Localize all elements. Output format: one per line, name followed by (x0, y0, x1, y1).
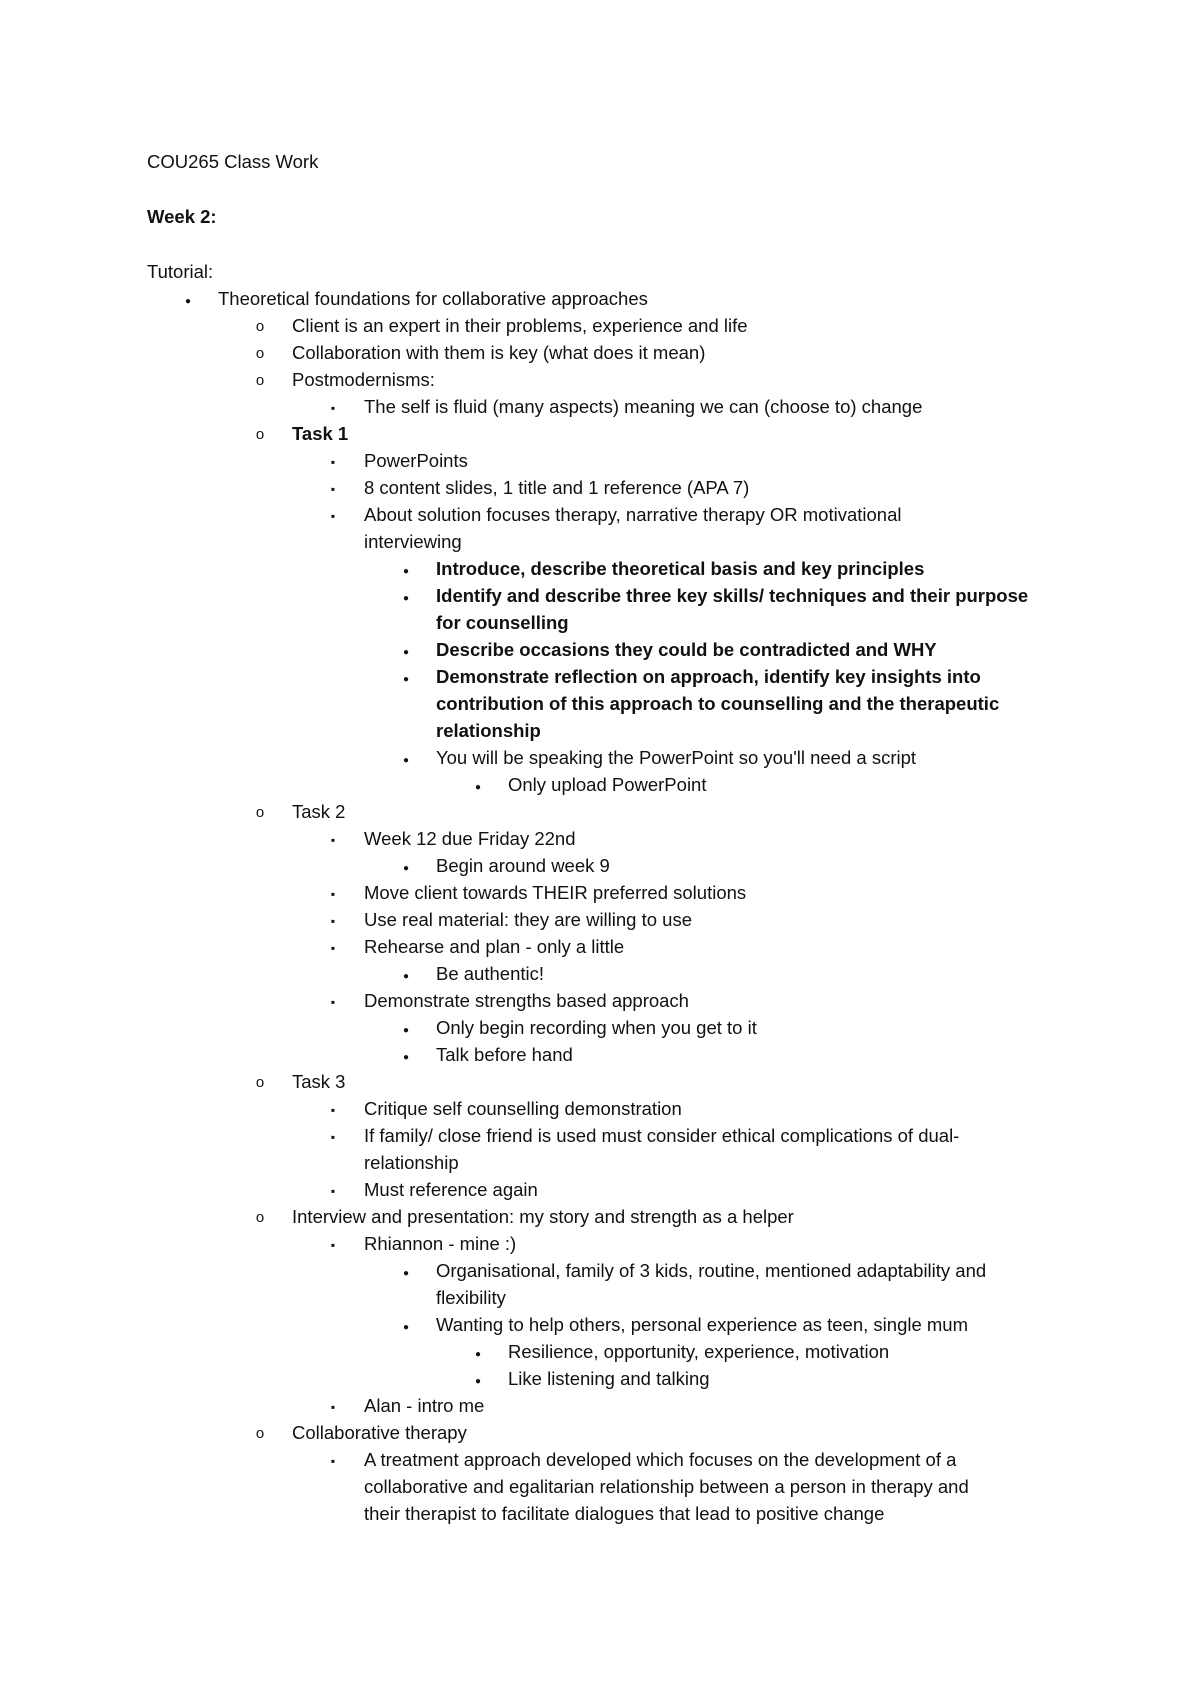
bullet-disc-icon (398, 852, 414, 882)
bullet-square-icon (325, 1230, 341, 1259)
list-item: Move client towards THEIR preferred solutions (364, 882, 747, 903)
list-item: Theoretical foundations for collaborative approaches (218, 288, 648, 309)
list-item: Describe occasions they could be contradicted and WHY (436, 639, 937, 660)
list-item: Task 3 (292, 1071, 346, 1092)
list-item: Only upload PowerPoint (508, 774, 707, 795)
list-item: Wanting to help others, personal experience as teen, single mum (436, 1314, 969, 1335)
bullet-square-icon (325, 933, 341, 962)
list-item: PowerPoints (364, 450, 468, 471)
bullet-circle-icon (252, 1203, 268, 1231)
list-item: Rehearse and plan - only a little (364, 936, 625, 957)
list-item: You will be speaking the PowerPoint so you'll need a script (436, 747, 917, 768)
list-item: 8 content slides, 1 title and 1 reference (APA 7) (364, 477, 750, 498)
bullet-square-icon (325, 1095, 341, 1124)
list-item: Organisational, family of 3 kids, routine, mentioned adaptability and (436, 1260, 987, 1281)
bullet-disc-icon (398, 582, 414, 612)
bullet-square-icon (325, 474, 341, 503)
bullet-disc-icon (398, 1257, 414, 1287)
bullet-disc-icon (398, 744, 414, 774)
bullet-square-icon (325, 393, 341, 422)
bullet-disc-icon (398, 663, 414, 693)
list-item: Identify and describe three key skills/ techniques and their purpose (436, 585, 1029, 606)
list-item: Talk before hand (436, 1044, 573, 1065)
list-item: Postmodernisms: (292, 369, 435, 390)
list-item: Critique self counselling demonstration (364, 1098, 682, 1119)
list-item: Rhiannon - mine :) (364, 1233, 517, 1254)
bullet-square-icon (325, 906, 341, 935)
list-item: About solution focuses therapy, narrative therapy OR motivational (364, 504, 902, 525)
bullet-square-icon (325, 987, 341, 1016)
list-item: The self is fluid (many aspects) meaning we can (choose to) change (364, 396, 923, 417)
bullet-square-icon (325, 447, 341, 476)
bullet-disc-icon (470, 771, 486, 801)
list-item: Use real material: they are willing to use (364, 909, 693, 930)
list-item: Collaboration with them is key (what does it mean) (292, 342, 706, 363)
bullet-square-icon (325, 1122, 341, 1151)
bullet-square-icon (325, 501, 341, 530)
bullet-square-icon (325, 825, 341, 854)
list-item: Collaborative therapy (292, 1422, 467, 1443)
week-heading: Week 2: (147, 206, 217, 227)
bullet-square-icon (325, 1392, 341, 1421)
list-item: Resilience, opportunity, experience, motivation (508, 1341, 890, 1362)
bullet-disc-icon (398, 1311, 414, 1341)
list-item: Begin around week 9 (436, 855, 610, 876)
list-item-continuation: relationship (436, 720, 541, 741)
bullet-disc-icon (398, 960, 414, 990)
bullet-circle-icon (252, 1068, 268, 1096)
list-item: Demonstrate strengths based approach (364, 990, 689, 1011)
list-item: Alan - intro me (364, 1395, 485, 1416)
bullet-disc-icon (470, 1338, 486, 1368)
section-label: Tutorial: (147, 261, 214, 282)
bullet-disc-icon (470, 1365, 486, 1395)
bullet-circle-icon (252, 366, 268, 394)
list-item-continuation: contribution of this approach to counselling and the therapeutic (436, 693, 1000, 714)
list-item-continuation: relationship (364, 1152, 459, 1173)
list-item: If family/ close friend is used must consider ethical complications of dual- (364, 1125, 960, 1146)
list-item: A treatment approach developed which focuses on the development of a (364, 1449, 957, 1470)
bullet-circle-icon (252, 798, 268, 826)
list-item: Demonstrate reflection on approach, identify key insights into (436, 666, 981, 687)
bullet-circle-icon (252, 420, 268, 448)
list-item: Client is an expert in their problems, experience and life (292, 315, 748, 336)
list-item: Introduce, describe theoretical basis and key principles (436, 558, 925, 579)
list-item-continuation: their therapist to facilitate dialogues that lead to positive change (364, 1503, 885, 1524)
bullet-disc-icon (398, 1014, 414, 1044)
list-item: Interview and presentation: my story and strength as a helper (292, 1206, 794, 1227)
bullet-square-icon (325, 879, 341, 908)
document-title: COU265 Class Work (147, 151, 319, 172)
list-item: Must reference again (364, 1179, 538, 1200)
bullet-disc-icon (180, 285, 196, 315)
list-item-continuation: for counselling (436, 612, 569, 633)
list-item-continuation: interviewing (364, 531, 462, 552)
bullet-disc-icon (398, 636, 414, 666)
list-item: Only begin recording when you get to it (436, 1017, 757, 1038)
list-item-continuation: flexibility (436, 1287, 506, 1308)
list-item: Week 12 due Friday 22nd (364, 828, 576, 849)
bullet-circle-icon (252, 1419, 268, 1447)
list-item: Task 1 (292, 423, 349, 444)
list-item: Task 2 (292, 801, 346, 822)
list-item: Like listening and talking (508, 1368, 710, 1389)
bullet-disc-icon (398, 1041, 414, 1071)
bullet-square-icon (325, 1446, 341, 1475)
list-item: Be authentic! (436, 963, 544, 984)
bullet-square-icon (325, 1176, 341, 1205)
bullet-circle-icon (252, 339, 268, 367)
bullet-circle-icon (252, 312, 268, 340)
list-item-continuation: collaborative and egalitarian relationship between a person in therapy and (364, 1476, 969, 1497)
bullet-disc-icon (398, 555, 414, 585)
